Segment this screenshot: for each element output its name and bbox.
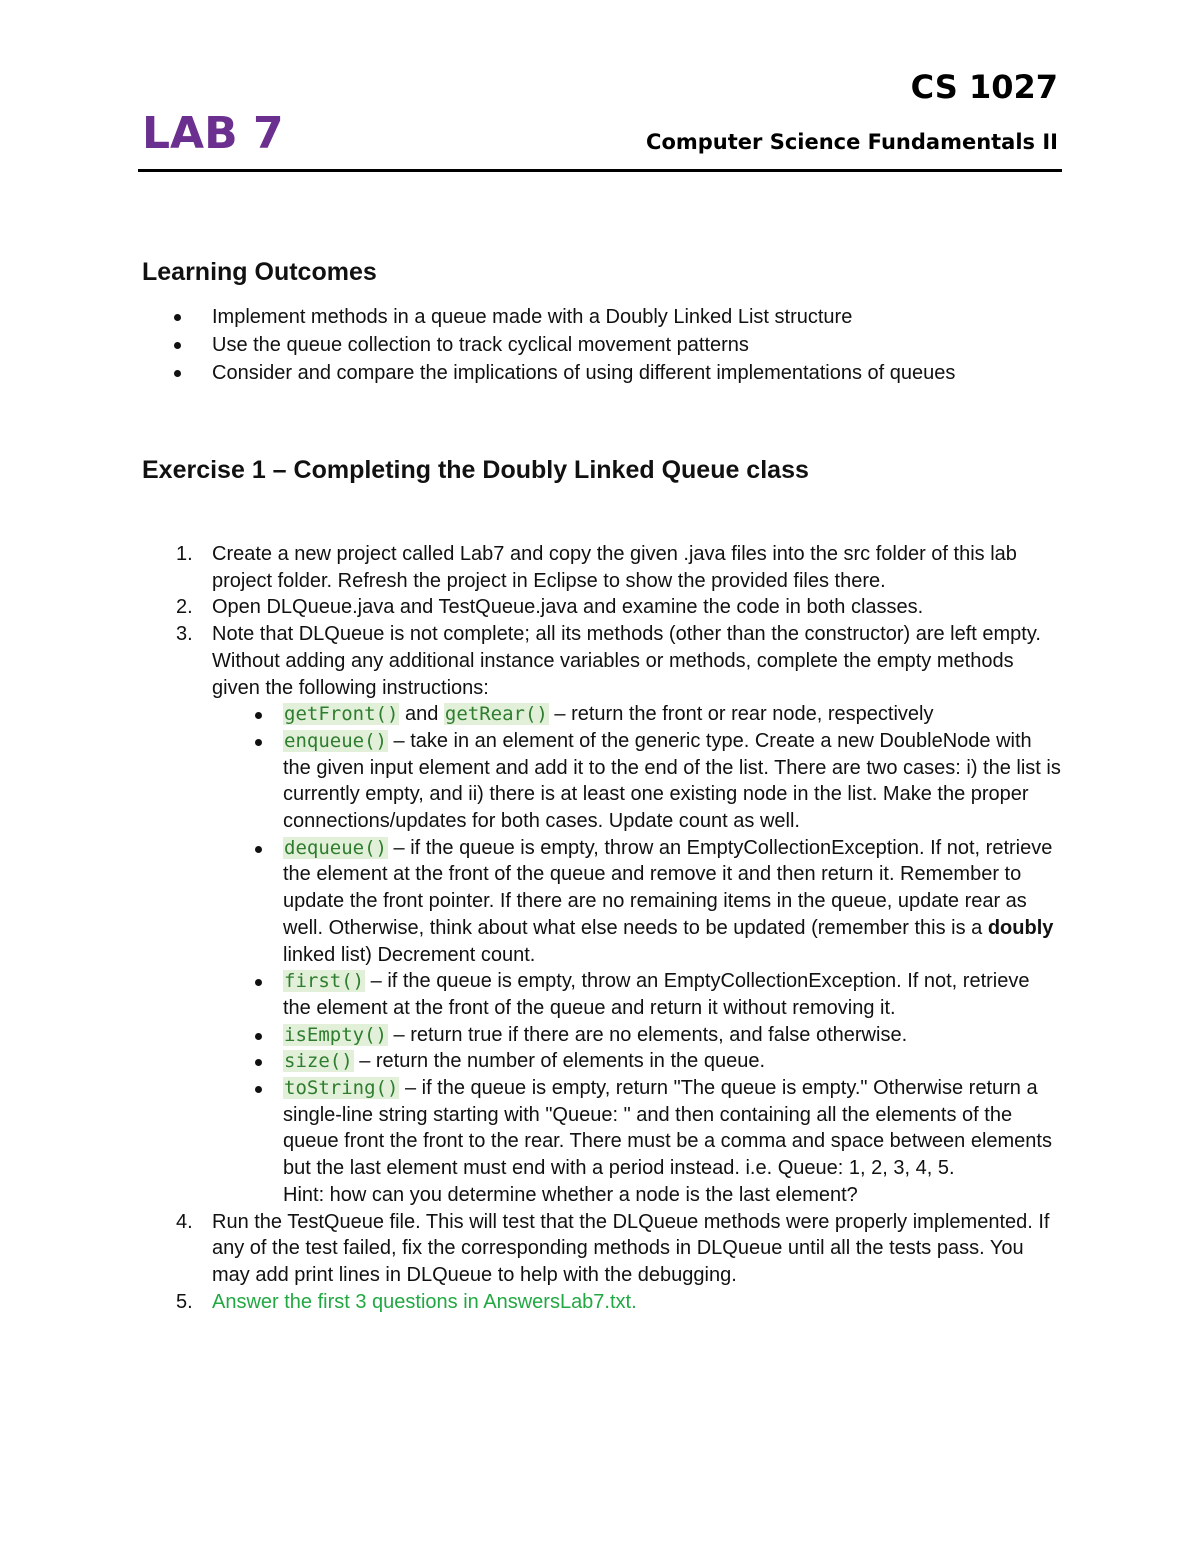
method-name: enqueue() <box>284 729 387 752</box>
step-text: Open DLQueue.java and TestQueue.java and examine the code in both classes. <box>212 596 924 619</box>
method-description: – return the number of elements in the queue. <box>353 1050 766 1073</box>
step-3 <box>142 621 1062 1208</box>
method-description: – return the front or rear node, respectively <box>548 703 934 726</box>
list-item <box>142 359 1062 387</box>
step-5 <box>142 1289 1062 1316</box>
learning-outcomes-list <box>142 303 1062 387</box>
method-item-enqueue <box>212 728 1062 835</box>
step-4 <box>142 1209 1062 1289</box>
step-number: 2. <box>176 596 193 619</box>
bullet-icon <box>174 370 181 377</box>
method-description: – if the queue is empty, throw an EmptyCollectionException. If not, retrieve the element at the front of the queue and return it without removing it. <box>283 970 1030 1019</box>
course-code: CS 1027 <box>910 68 1058 106</box>
learning-outcomes-heading: Learning Outcomes <box>142 258 377 286</box>
bullet-icon <box>255 1059 262 1066</box>
step-number: 4. <box>176 1210 193 1233</box>
method-description: – if the queue is empty, return "The queue is empty." Otherwise return a single-line string starting with "Queue: " and then containing all the elements of the queue front the front to the rear. There must be a comma and space between elements but the last element must end with a period instead. i.e. Queue: 1, 2, 3, 4, 5. <box>283 1077 1052 1180</box>
step-2 <box>142 594 1062 621</box>
step-text: Run the TestQueue file. This will test that the DLQueue methods were properly implemented. If any of the test failed, fix the corresponding methods in DLQueue until all the tests pass. You may add print lines in DLQueue to help with the debugging. <box>212 1210 1050 1286</box>
hint-text: Hint: how can you determine whether a node is the last element? <box>283 1183 858 1206</box>
method-item-size <box>212 1048 1062 1075</box>
method-name: size() <box>284 1050 353 1073</box>
exercise-1-steps <box>142 541 1062 1315</box>
list-item <box>142 303 1062 331</box>
step-number: 3. <box>176 623 193 646</box>
method-instructions-list <box>212 701 1062 1208</box>
bullet-icon <box>255 979 262 986</box>
method-description: – if the queue is empty, throw an EmptyCollectionException. If not, retrieve the element at the front of the queue and remove it and then return it. Remember to update the front pointer. If there are no remaining items in the queue, update rear as well. Otherwise, think about what else needs to be updated (remember this is a <box>283 836 1053 939</box>
outcome-text: Implement methods in a queue made with a Doubly Linked List structure <box>212 306 853 328</box>
method-name: getRear() <box>444 703 548 726</box>
bullet-icon <box>255 1086 262 1093</box>
method-name: getFront() <box>284 703 399 726</box>
method-item-first <box>212 968 1062 1021</box>
step-1 <box>142 541 1062 594</box>
method-item-dequeue <box>212 835 1062 969</box>
method-description-end: linked list) Decrement count. <box>283 943 536 966</box>
bullet-icon <box>255 712 262 719</box>
method-item-isempty <box>212 1022 1062 1049</box>
method-conjunction: and <box>399 703 444 726</box>
bullet-icon <box>174 314 181 321</box>
emphasis-text: doubly <box>987 916 1054 939</box>
method-name: isEmpty() <box>284 1023 387 1046</box>
bullet-icon <box>255 846 262 853</box>
outcome-text: Use the queue collection to track cyclical movement patterns <box>212 334 749 356</box>
step-text: Answer the first 3 questions in AnswersLab7.txt. <box>212 1290 637 1313</box>
lab-title: LAB 7 <box>142 108 284 159</box>
bullet-icon <box>255 739 262 746</box>
outcome-text: Consider and compare the implications of using different implementations of queues <box>212 362 956 384</box>
step-text: Note that DLQueue is not complete; all its methods (other than the constructor) are left empty. Without adding any additional instance variables or methods, complete the empty methods given the following instructions: <box>212 623 1041 699</box>
course-name: Computer Science Fundamentals II <box>646 130 1058 154</box>
method-name: dequeue() <box>284 836 387 859</box>
method-item-front-rear <box>212 701 1062 728</box>
method-name: first() <box>284 970 365 993</box>
method-name: toString() <box>284 1077 399 1100</box>
exercise-1-heading: Exercise 1 – Completing the Doubly Linked Queue class <box>142 456 809 484</box>
header-divider <box>138 169 1062 172</box>
bullet-icon <box>174 342 181 349</box>
list-item <box>142 331 1062 359</box>
step-number: 5. <box>176 1290 193 1313</box>
step-text: Create a new project called Lab7 and copy the given .java files into the src folder of this lab project folder. Refresh the project in Eclipse to show the provided files there. <box>212 543 1017 592</box>
step-number: 1. <box>176 543 193 565</box>
method-item-tostring <box>212 1075 1062 1182</box>
method-description: – return true if there are no elements, and false otherwise. <box>387 1023 908 1046</box>
method-description: – take in an element of the generic type. Create a new DoubleNode with the given input element and add it to the end of the list. There are two cases: i) the list is currently empty, and ii) there is at least one existing node in the list. Make the proper connections/updates for both cases. Update count as well. <box>283 729 1061 833</box>
bullet-icon <box>255 1033 262 1040</box>
